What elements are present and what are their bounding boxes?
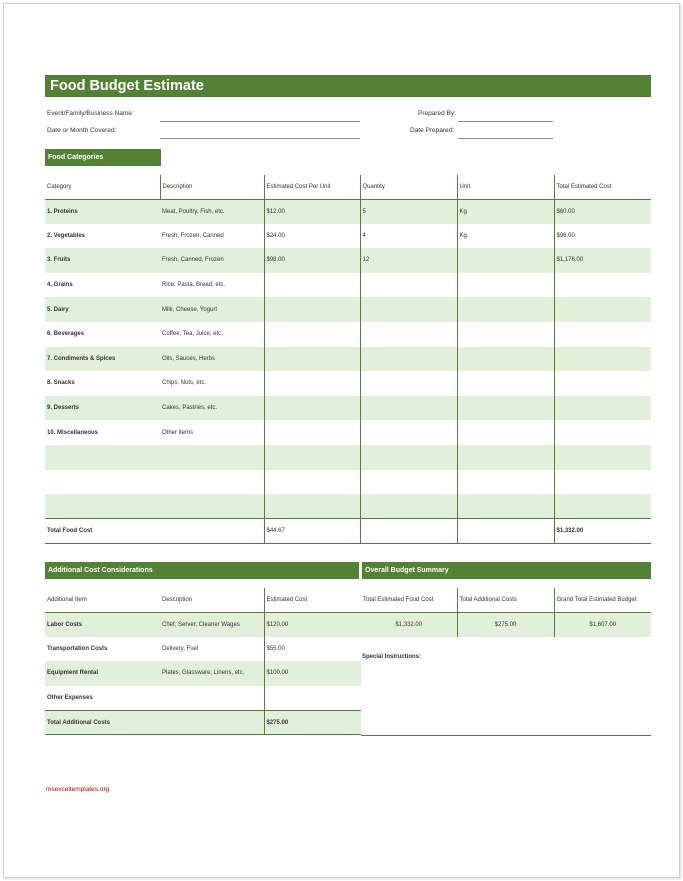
additional-col-header: Description — [162, 596, 193, 603]
table-cell — [360, 396, 457, 421]
table-cell: $12.00 — [264, 199, 360, 224]
table-cell — [554, 396, 651, 421]
table-cell: Cakes, Pastries, etc. — [160, 396, 264, 421]
table-cell — [264, 322, 360, 347]
food-table-header-row — [45, 175, 651, 199]
summary-col-header: Grand Total Estimated Budget — [554, 588, 651, 612]
item-cell: Other Expenses — [47, 694, 93, 701]
food-col-header: Category — [47, 183, 72, 190]
category-cell — [45, 494, 160, 519]
table-cell — [554, 273, 651, 298]
additional-col-header: Additional Item — [47, 596, 87, 603]
table-cell — [554, 297, 651, 322]
category-cell: 3. Fruits — [45, 248, 160, 273]
table-row — [45, 686, 361, 711]
table-cell: Chef, Server, Cleaner Wages — [160, 612, 264, 637]
table-cell — [457, 297, 554, 322]
summary-table-header-row — [361, 588, 651, 612]
table-row — [45, 612, 361, 637]
table-cell — [554, 445, 651, 470]
table-cell — [160, 686, 264, 711]
item-cell: Equipment Rental — [45, 661, 160, 686]
table-row — [45, 470, 651, 495]
event-name-label: Event/Family/Business Name: — [47, 110, 134, 117]
table-cell — [457, 396, 554, 421]
category-cell: 8. Snacks — [47, 380, 75, 387]
table-cell: $1,176.00 — [554, 248, 651, 273]
budget-summary-table — [361, 588, 651, 637]
category-cell — [45, 470, 160, 495]
summary-value: $1,332.00 — [361, 612, 457, 637]
table-cell: $120.00 — [264, 612, 361, 637]
table-row — [45, 637, 361, 662]
table-cell — [360, 347, 457, 372]
food-categories-table — [45, 175, 651, 544]
table-cell — [264, 470, 360, 495]
table-cell — [457, 273, 554, 298]
table-row — [45, 420, 651, 445]
food-col-header: Description — [160, 175, 264, 199]
summary-col-header: Total Estimated Food Cost — [363, 596, 434, 603]
table-cell — [360, 494, 457, 519]
table-cell — [360, 297, 457, 322]
additional-total-row — [45, 710, 361, 735]
event-name-field[interactable] — [160, 121, 360, 122]
special-instructions-label: Special Instructions: — [362, 654, 422, 660]
table-cell — [457, 371, 554, 396]
food-total-row — [45, 519, 651, 544]
special-instructions-bottom-rule — [361, 735, 651, 736]
table-cell — [360, 322, 457, 347]
additional-table-header-row — [45, 588, 361, 612]
table-cell — [360, 445, 457, 470]
table-cell: Fresh, Canned, Frozen — [160, 248, 264, 273]
date-prepared-label: Date Prepared: — [410, 127, 455, 134]
table-cell — [457, 445, 554, 470]
table-cell — [360, 273, 457, 298]
table-cell — [264, 297, 360, 322]
table-cell — [264, 396, 360, 421]
table-cell — [554, 420, 651, 445]
table-row — [45, 248, 651, 273]
item-cell: Labor Costs — [45, 612, 160, 637]
table-cell: Oils, Sauces, Herbs — [160, 347, 264, 372]
table-cell: $100.00 — [264, 661, 361, 686]
table-cell — [457, 322, 554, 347]
summary-col-header: Total Additional Costs — [457, 588, 554, 612]
total-cell: $44.67 — [264, 519, 360, 544]
table-cell: Other items — [162, 429, 194, 436]
table-cell: $60.00 — [554, 199, 651, 224]
table-cell — [264, 445, 360, 470]
table-cell: Rice, Pasta, Bread, etc. — [162, 282, 226, 289]
table-cell: $96.00 — [554, 224, 651, 249]
date-covered-field[interactable] — [160, 138, 360, 139]
table-row — [45, 347, 651, 372]
table-cell — [264, 686, 361, 711]
table-row — [45, 322, 651, 347]
category-cell: 10. Miscellaneous — [47, 429, 99, 436]
table-row — [45, 445, 651, 470]
table-cell: $55.00 — [264, 637, 361, 662]
table-cell — [160, 494, 264, 519]
category-cell: 4. Grains — [47, 282, 73, 289]
table-cell: Plates, Glassware, Linens, etc. — [160, 661, 264, 686]
date-prepared-field[interactable] — [458, 138, 553, 139]
additional-col-header: Estimated Cost — [264, 588, 361, 612]
table-cell: 12 — [360, 248, 457, 273]
table-cell: $24.00 — [264, 224, 360, 249]
table-row — [45, 297, 651, 322]
total-cell: Total Food Cost — [47, 528, 93, 535]
table-cell — [264, 494, 360, 519]
table-cell — [360, 371, 457, 396]
date-covered-label: Date or Month Covered: — [47, 127, 117, 134]
item-cell: Transportation Costs — [47, 645, 108, 652]
table-cell — [264, 420, 360, 445]
category-cell: 2. Vegetables — [47, 232, 86, 239]
additional-costs-header: Additional Cost Considerations — [45, 562, 359, 579]
table-cell: Fresh, Frozen, Canned — [162, 232, 224, 239]
table-row — [45, 273, 651, 298]
total-cell: $1,332.00 — [554, 519, 651, 544]
category-cell: 9. Desserts — [45, 396, 160, 421]
table-cell — [264, 371, 360, 396]
food-col-header: Estimated Cost Per Unit — [264, 175, 360, 199]
table-cell: Meat, Poultry, Fish, etc. — [160, 199, 264, 224]
budget-summary-header: Overall Budget Summary — [362, 562, 651, 579]
table-cell — [554, 371, 651, 396]
table-cell: Delivery, Fuel — [162, 645, 199, 652]
table-cell — [554, 322, 651, 347]
table-cell: 4 — [360, 224, 457, 249]
table-cell — [457, 494, 554, 519]
table-row — [45, 396, 651, 421]
table-cell — [457, 420, 554, 445]
summary-values-row — [361, 612, 651, 637]
table-cell: Kg — [457, 199, 554, 224]
food-col-header: Unit — [457, 175, 554, 199]
table-cell: Milk, Cheese, Yogurt — [160, 297, 264, 322]
table-cell — [457, 248, 554, 273]
table-cell — [457, 347, 554, 372]
table-cell — [264, 273, 360, 298]
table-row — [45, 661, 361, 686]
food-categories-header: Food Categories — [45, 149, 161, 166]
table-cell — [160, 470, 264, 495]
table-row — [45, 494, 651, 519]
category-cell — [45, 445, 160, 470]
category-cell: 7. Condiments & Spices — [45, 347, 160, 372]
category-cell: 5. Dairy — [45, 297, 160, 322]
table-row — [45, 371, 651, 396]
summary-value: $275.00 — [457, 612, 554, 637]
total-cell: Total Additional Costs — [45, 710, 160, 735]
table-cell — [160, 445, 264, 470]
prepared-by-label: Prepared By: — [418, 110, 456, 117]
total-cell — [160, 519, 264, 544]
table-cell — [360, 420, 457, 445]
table-row — [45, 224, 651, 249]
prepared-by-field[interactable] — [458, 121, 553, 122]
table-cell: Kg — [457, 224, 554, 249]
table-cell — [264, 347, 360, 372]
category-cell: 1. Proteins — [45, 199, 160, 224]
total-cell — [457, 519, 554, 544]
table-cell: 5 — [360, 199, 457, 224]
total-cell: $275.00 — [264, 710, 361, 735]
table-cell: Coffee, Tea, Juice, etc. — [162, 331, 223, 338]
table-row — [45, 199, 651, 224]
table-cell — [554, 494, 651, 519]
table-cell: Chips, Nuts, etc. — [162, 380, 207, 387]
food-col-header: Total Estimated Cost — [554, 175, 651, 199]
footer-site-link[interactable]: msexceltemplates.org — [46, 786, 110, 793]
summary-value: $1,607.00 — [554, 612, 651, 637]
total-cell — [160, 710, 264, 735]
document-title: Food Budget Estimate — [45, 75, 651, 97]
table-cell — [554, 470, 651, 495]
table-cell — [360, 470, 457, 495]
food-col-header: Quantity — [360, 175, 457, 199]
additional-costs-table — [45, 588, 361, 735]
table-cell — [554, 347, 651, 372]
total-cell — [360, 519, 457, 544]
table-cell — [457, 470, 554, 495]
category-cell: 6. Beverages — [47, 331, 85, 338]
table-cell: $98.00 — [264, 248, 360, 273]
